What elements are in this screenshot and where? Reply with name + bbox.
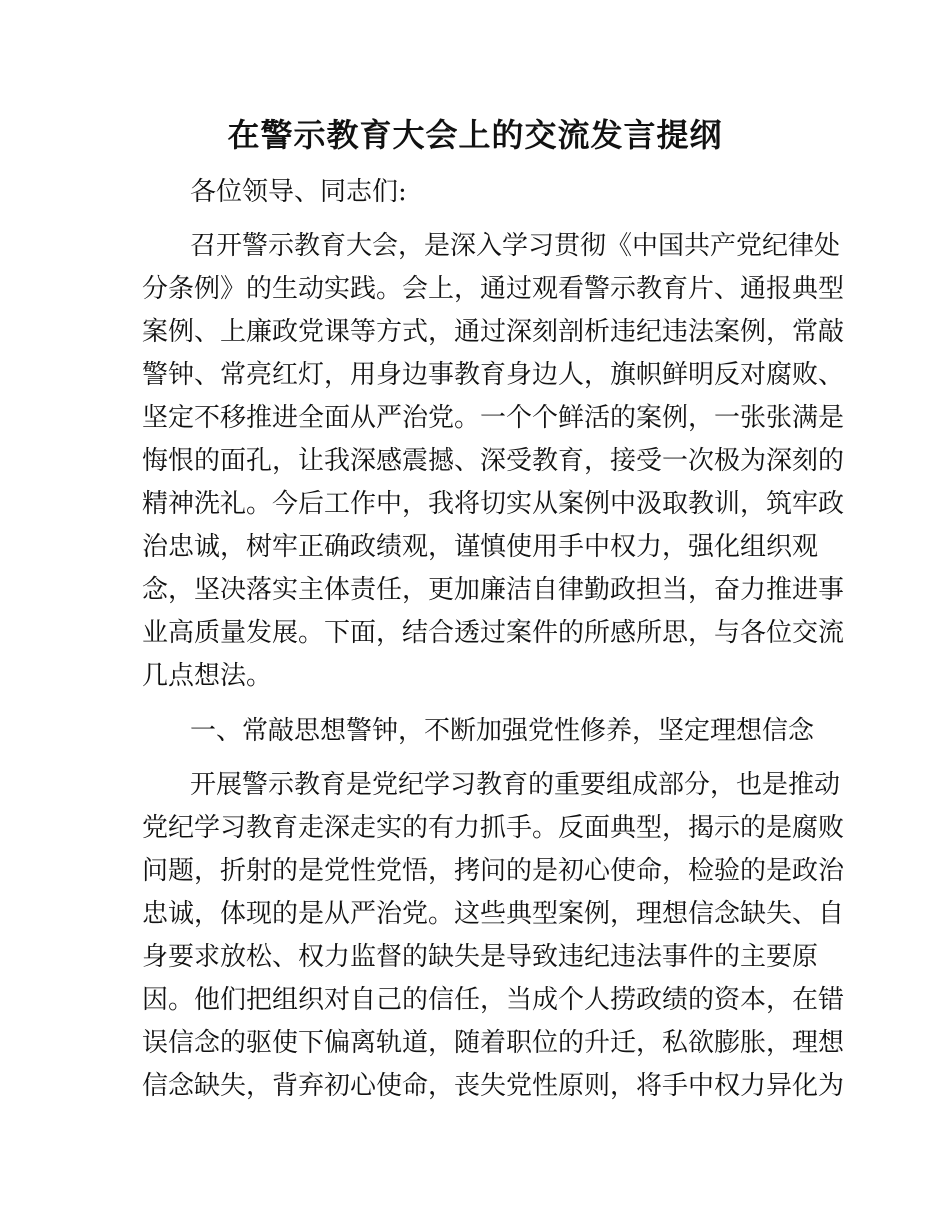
paragraph-line: 悔恨的面孔，让我深感震撼、深受教育，接受一次极为深刻的 xyxy=(142,446,845,476)
paragraph-line: 开展警示教育是党纪学习教育的重要组成部分，也是推动 xyxy=(190,770,841,800)
paragraph-line: 党纪学习教育走深走实的有力抓手。反面典型，揭示的是腐败 xyxy=(142,813,845,843)
paragraph-line: 问题，折射的是党性党悟，拷问的是初心使命，检验的是政治 xyxy=(142,856,845,886)
paragraph-line: 信念缺失，背弃初心使命，丧失党性原则，将手中权力异化为 xyxy=(142,1071,845,1101)
paragraph-line: 忠诚，体现的是从严治党。这些典型案例，理想信念缺失、自 xyxy=(142,899,845,929)
paragraph-line: 召开警示教育大会，是深入学习贯彻《中国共产党纪律处 xyxy=(190,231,841,261)
paragraph-line: 案例、上廉政党课等方式，通过深刻剖析违纪违法案例，常敲 xyxy=(142,317,845,347)
salutation: 各位领导、同志们: xyxy=(190,177,407,207)
paragraph-line: 因。他们把组织对自己的信任，当成个人捞政绩的资本，在错 xyxy=(142,985,845,1015)
section-heading: 一、常敲思想警钟，不断加强党性修养，坚定理想信念 xyxy=(190,716,815,746)
paragraph-line: 警钟、常亮红灯，用身边事教育身边人，旗帜鲜明反对腐败、 xyxy=(142,360,845,390)
paragraph-line: 分条例》的生动实践。会上，通过观看警示教育片、通报典型 xyxy=(142,274,845,304)
document-title: 在警示教育大会上的交流发言提纲 xyxy=(227,116,723,154)
paragraph-line: 几点想法。 xyxy=(142,661,273,691)
paragraph-line: 精神洗礼。今后工作中，我将切实从案例中汲取教训，筑牢政 xyxy=(142,489,845,519)
paragraph-line: 坚定不移推进全面从严治党。一个个鲜活的案例，一张张满是 xyxy=(142,403,845,433)
paragraph-line: 误信念的驱使下偏离轨道，随着职位的升迁，私欲膨胀，理想 xyxy=(142,1028,845,1058)
paragraph-line: 身要求放松、权力监督的缺失是导致违纪违法事件的主要原 xyxy=(142,942,819,972)
paragraph-line: 业高质量发展。下面，结合透过案件的所感所思，与各位交流 xyxy=(142,618,845,648)
paragraph-line: 治忠诚，树牢正确政绩观，谨慎使用手中权力，强化组织观 xyxy=(142,532,819,562)
paragraph-line: 念，坚决落实主体责任，更加廉洁自律勤政担当，奋力推进事 xyxy=(142,575,845,605)
